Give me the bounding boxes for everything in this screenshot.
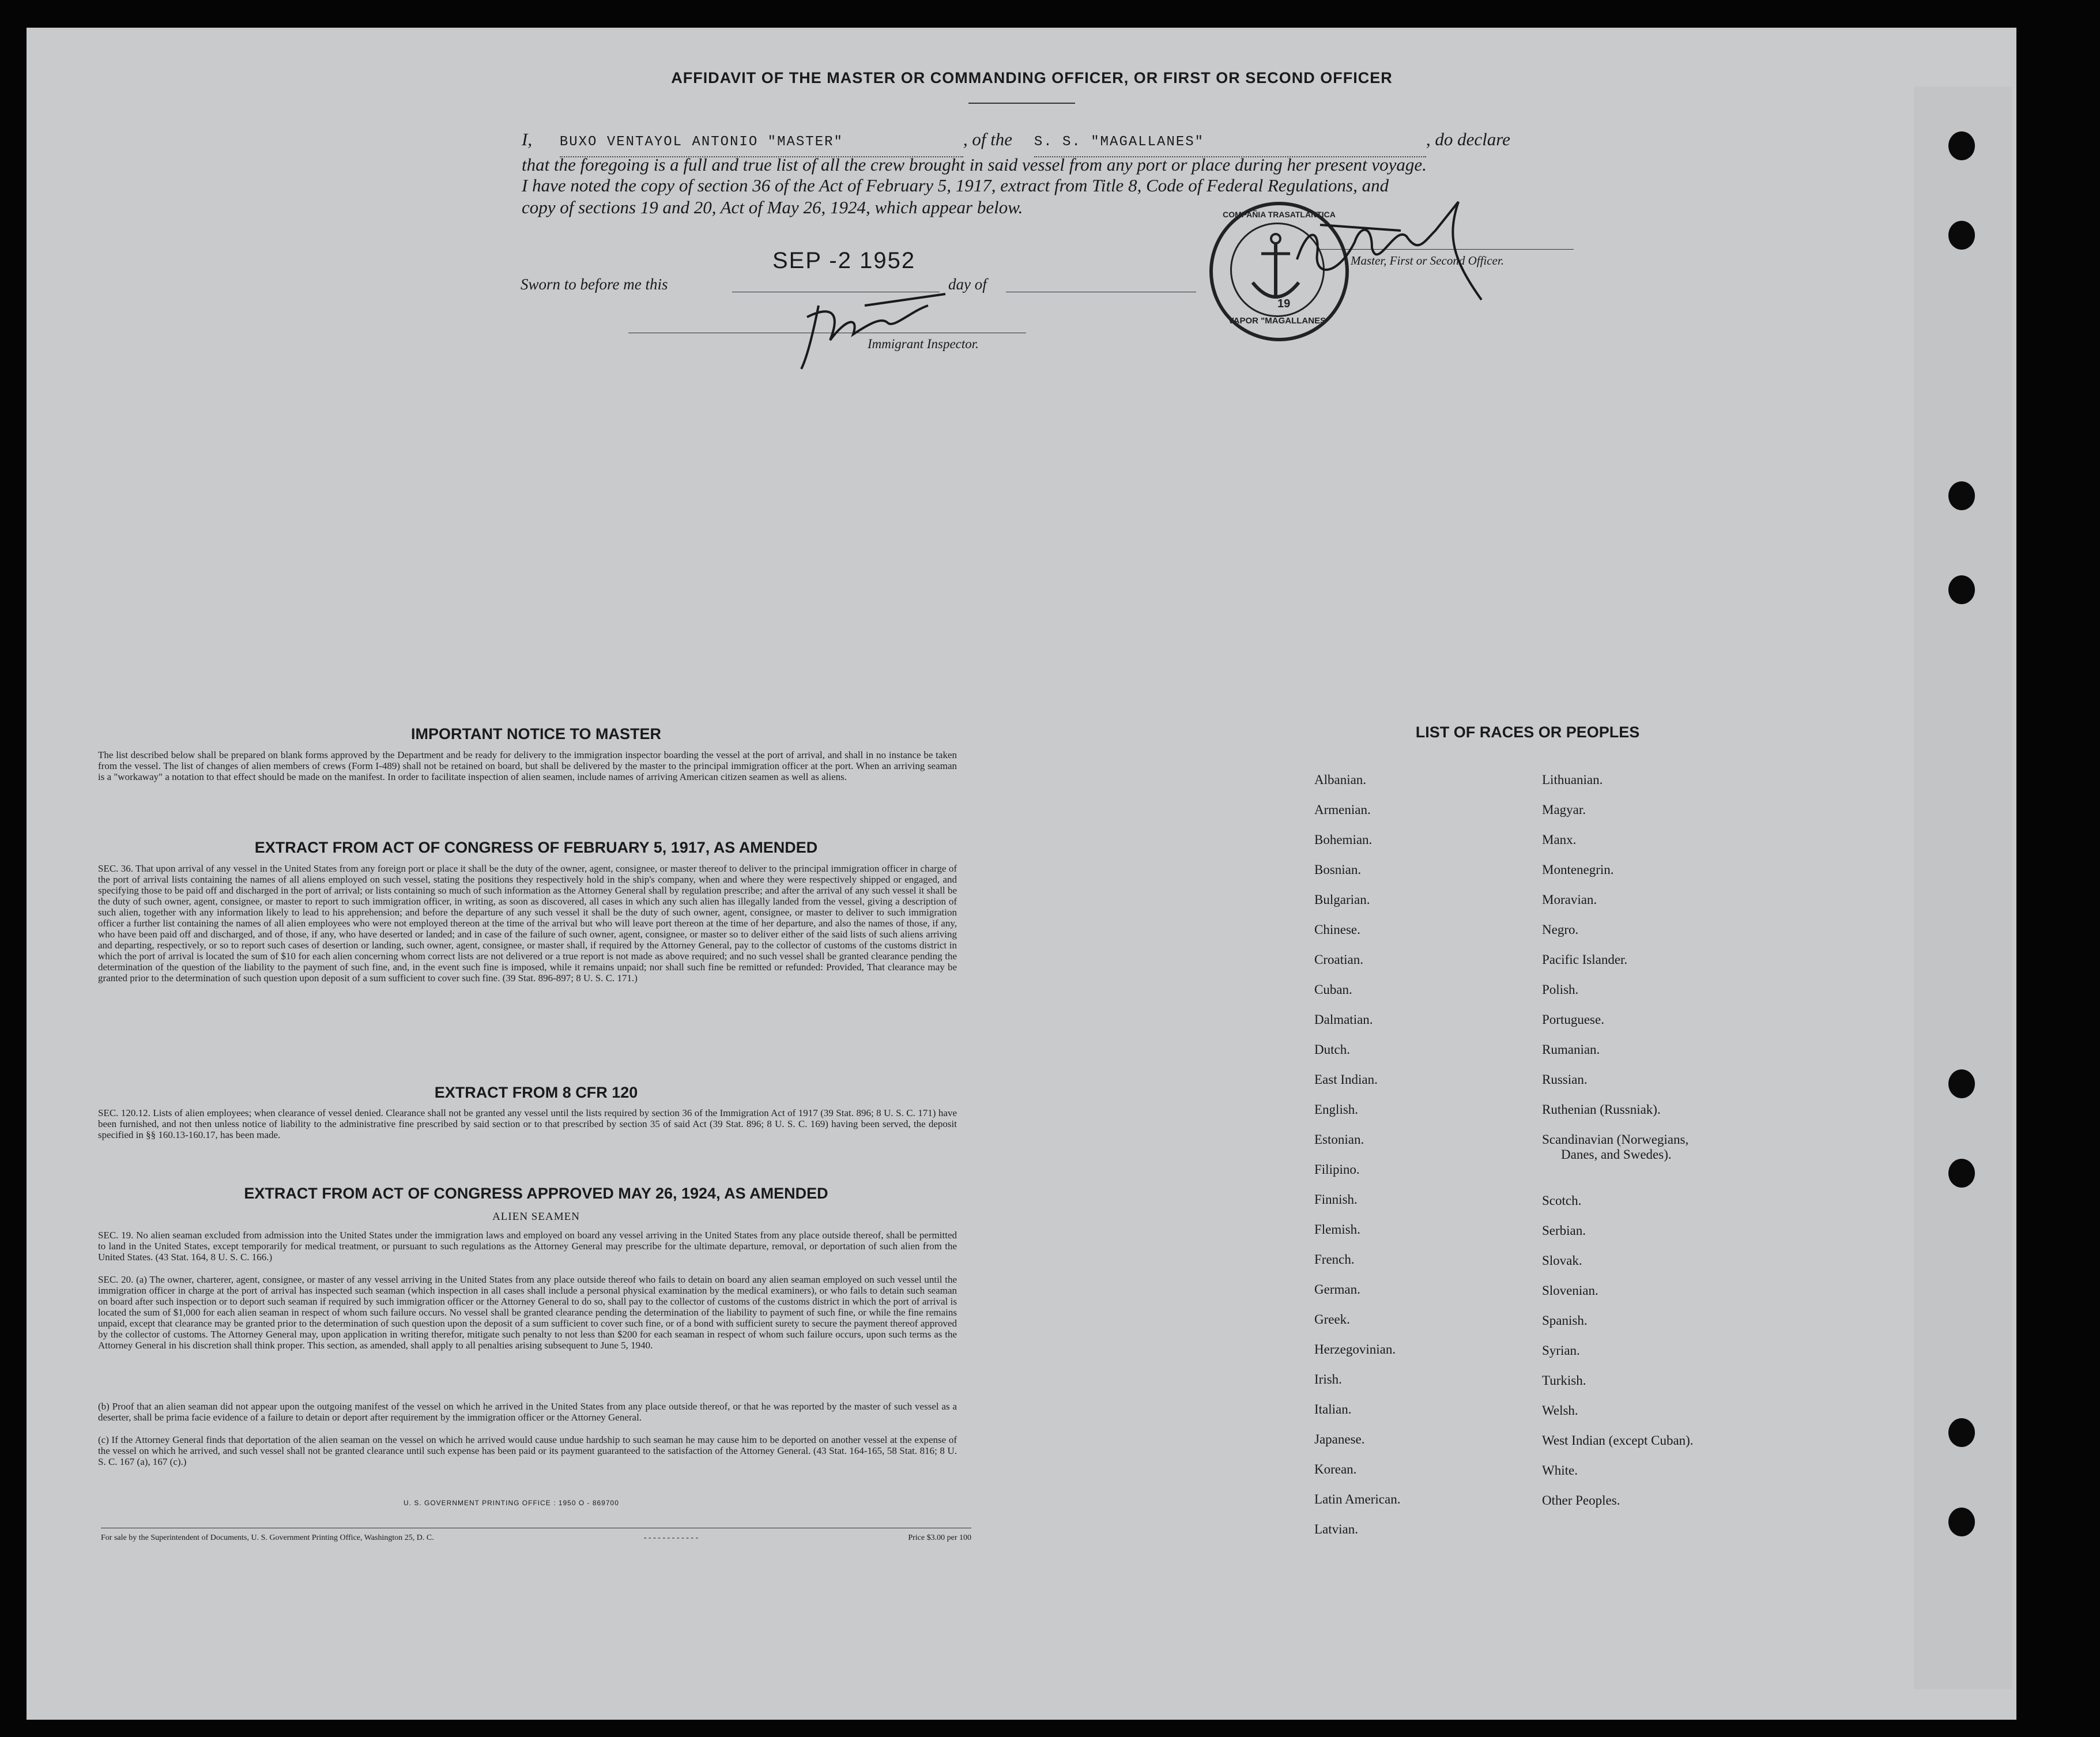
race-item: Greek. — [1314, 1312, 1350, 1327]
vessel-name-value: S. S. "MAGALLANES" — [1034, 134, 1205, 150]
extract-cfr-title: EXTRACT FROM 8 CFR 120 — [434, 1084, 638, 1101]
race-item: Cuban. — [1314, 982, 1352, 997]
race-item: Bulgarian. — [1314, 892, 1370, 907]
race-item: Herzegovinian. — [1314, 1342, 1396, 1357]
affidavit-line-4: copy of sections 19 and 20, Act of May 26, 1924, which appear below. — [522, 197, 1023, 217]
race-item: German. — [1314, 1282, 1360, 1297]
footer-sale-text: For sale by the Superintendent of Documents, U. S. Government Printing Office, Washington 25, D. C. — [101, 1533, 434, 1542]
race-item: Bosnian. — [1314, 862, 1362, 877]
race-item: White. — [1542, 1463, 1578, 1478]
seal-bottom-text: VAPOR "MAGALLANES" — [1228, 316, 1330, 326]
race-item: Other Peoples. — [1542, 1493, 1620, 1508]
races-title: LIST OF RACES OR PEOPLES — [1415, 724, 1640, 741]
race-item: Rumanian. — [1542, 1042, 1600, 1057]
affidavit-line-2: that the foregoing is a full and true list of all the crew brought in said vessel from any port or place during her present voyage. — [522, 155, 1427, 175]
binder-hole — [1948, 131, 1975, 160]
master-name-value: BUXO VENTAYOL ANTONIO "MASTER" — [559, 134, 843, 150]
race-item: Danes, and Swedes). — [1561, 1147, 1672, 1162]
inspector-label: Immigrant Inspector. — [868, 337, 979, 351]
binder-hole — [1948, 481, 1975, 510]
race-item: Slovenian. — [1542, 1283, 1598, 1298]
race-item: Estonian. — [1314, 1132, 1364, 1147]
race-item: Montenegrin. — [1542, 862, 1614, 877]
race-item: Japanese. — [1314, 1432, 1365, 1446]
binder-hole — [1948, 1418, 1975, 1447]
race-item: Armenian. — [1314, 802, 1371, 817]
extract-1917-title: EXTRACT FROM ACT OF CONGRESS OF FEBRUARY 5, 1917, AS AMENDED — [254, 839, 818, 856]
affidavit-line-3: I have noted the copy of section 36 of the Act of February 5, 1917, extract from Title 8, Code of Federal Regulations, and — [522, 175, 1389, 195]
race-item: Spanish. — [1542, 1313, 1588, 1328]
race-item: English. — [1314, 1102, 1359, 1117]
gpo-imprint: U. S. GOVERNMENT PRINTING OFFICE : 1950 O - 869700 — [404, 1499, 619, 1507]
sworn-label: Sworn to before me this — [521, 276, 668, 293]
race-item: Polish. — [1542, 982, 1579, 997]
race-item: Welsh. — [1542, 1403, 1578, 1418]
underlying-page-edge — [1914, 86, 2012, 1689]
notice-text: The list described below shall be prepared on blank forms approved by the Department and be ready for delivery to the immigration inspector boarding the vessel at the port of arrival, and shall in no instance be taken from the vessel. The list of changes of alien members of crews (Form I-489) shall not be retained on board, but shall be delivered by the master to the principal immigration officer at the port. When an arriving seaman is a "workaway" a notation to that effect should be made on the manifest. In order to facilitate inspection of alien seamen, include names of arriving American citizen seamen as well as aliens. — [98, 749, 957, 782]
affidavit-i-label: I, — [522, 129, 533, 149]
race-item: Albanian. — [1314, 773, 1367, 787]
seal-top-text: COMPAÑIA TRASATLANTICA — [1223, 210, 1336, 219]
sec19-text: SEC. 19. No alien seaman excluded from admission into the United States under the immigration laws and employed on board any vessel arriving in the United States from any place outside thereof, shall be permitted to land in the United States, except temporarily for medical treatment, or pursuant to such regulations as the Attorney General may prescribe for the ultimate departure, removal, or deportation of such alien from the United States. (43 Stat. 164, 8 U. S. C. 166.) — [98, 1230, 957, 1263]
binder-hole — [1948, 221, 1975, 250]
race-item: Croatian. — [1314, 952, 1363, 967]
race-item: Filipino. — [1314, 1162, 1360, 1177]
race-item: Slovak. — [1542, 1253, 1582, 1268]
footer-dashes: - - - - - - - - - - - - — [643, 1533, 699, 1542]
race-item: Manx. — [1542, 832, 1577, 847]
race-item: Moravian. — [1542, 892, 1597, 907]
extract-1917-text: SEC. 36. That upon arrival of any vessel in the United States from any foreign port or place it shall be the duty of the owner, agent, consignee, or master thereof to deliver to the principal immigration officer in charge of the port of arrival lists containing the names of all aliens employed on such vessel, stating the positions they respectively hold in the ship's company, when and where they were respectively shipped or engaged, and specifying those to be paid off and discharged in the port of arrival; or lists containing so much of such information as the Attorney General shall by regulation prescribe; and after the arrival of any such vessel it shall be the duty of such owner, agent, consignee, or master to report to such immigration officer, in writing, as soon as discovered, all cases in which any such alien has illegally landed from the vessel, giving a description of such alien, together with any information likely to lead to his apprehension; and before the departure of any such vessel it shall be the duty of such owner, agent, consignee, or master to deliver to such immigration officer a further list containing the names of all alien employees who were not employed thereon at the time of the arrival but who will leave port thereon at the time of her departure, and also the names of those, if any, who have been paid off and discharged, and of those, if any, who have deserted or landed; and in case of the failure of such owner, agent, consignee, or master so to deliver either of the said lists of such aliens arriving and departing, respectively, or so to report such cases of desertion or landing, such owner, agent, consignee, or master shall, if required by the Attorney General, pay to the collector of customs of the customs district in which the port of arrival is located the sum of $10 for each alien concerning whom correct lists are not delivered or a true report is not made as above required; and no such vessel shall be granted clearance pending the determination of the question of the liability to the payment of such fine, and, in the event such fine is imposed, while it remains unpaid; nor shall such fine be remitted or refunded: Provided, That clearance may be granted prior to the determination of such question upon deposit of a sum sufficient to cover such fine. (39 Stat. 896-897; 8 U. S. C. 171.) — [98, 863, 957, 984]
footer — [101, 1533, 971, 1543]
affidavit-title: AFFIDAVIT OF THE MASTER OR COMMANDING OFFICER, OR FIRST OR SECOND OFFICER — [671, 69, 1393, 86]
extract-1924-title: EXTRACT FROM ACT OF CONGRESS APPROVED MAY 26, 1924, AS AMENDED — [244, 1185, 828, 1202]
binder-hole — [1948, 1069, 1975, 1098]
alien-seamen-subtitle: ALIEN SEAMEN — [492, 1211, 580, 1223]
race-item: Flemish. — [1314, 1222, 1360, 1237]
race-item: Turkish. — [1542, 1373, 1586, 1388]
race-item: Dalmatian. — [1314, 1012, 1373, 1027]
race-item: Latin American. — [1314, 1492, 1401, 1506]
sec20a-text: SEC. 20. (a) The owner, charterer, agent, consignee, or master of any vessel arriving in the United States from any place outside thereof who fails to detain on board any alien seaman employed on such vessel until the immigration officer in charge at the port of arrival has inspected such seaman (which inspection in all cases shall include a personal physical examination by the medical examiners), or who fails to detain such seaman on board after such inspection or to deport such seaman if required by such immigration officer or the Attorney General to do so, shall pay to the collector of customs of the customs district in which the port of arrival is located the sum of $1,000 for each alien seaman in respect of whom such failure occurs. No vessel shall be granted clearance pending the determination of the liability to payment of such fine, or while the fine remains unpaid, except that clearance may be granted prior to the determination of such question upon the deposit of a sum sufficient to cover such fine, or of a bond with sufficient surety to secure the payment thereof approved by the collector of customs. The Attorney General may, upon application in writing therefor, mitigate such penalty to not less than $200 for each seaman in respect of whom such failure occurs, upon such terms as the Attorney General in his discretion shall think proper. This section, as amended, shall apply to all penalties arising subsequent to June 5, 1940. — [98, 1274, 957, 1351]
race-item: Dutch. — [1314, 1042, 1350, 1057]
race-item: Italian. — [1314, 1402, 1352, 1416]
race-item: West Indian (except Cuban). — [1542, 1433, 1694, 1448]
master-signature — [1285, 190, 1499, 306]
day-of-label: day of — [948, 276, 987, 293]
binder-hole — [1948, 1508, 1975, 1536]
race-item: Scandinavian (Norwegians, — [1542, 1132, 1689, 1147]
race-item: Magyar. — [1542, 802, 1586, 817]
race-item: Chinese. — [1314, 922, 1360, 937]
race-item: Negro. — [1542, 922, 1579, 937]
race-item: Bohemian. — [1314, 832, 1373, 847]
race-item: Pacific Islander. — [1542, 952, 1628, 967]
race-item: Ruthenian (Russniak). — [1542, 1102, 1661, 1117]
sec20c-text: (c) If the Attorney General finds that deportation of the alien seaman on the vessel on which he arrived would cause undue hardship to such seaman he may cause him to be deported on another vessel at the expense of the vessel on which he arrived, and such vessel shall not be granted clearance until such expense has been paid or its payment guaranteed to the satisfaction of the Attorney General. (43 Stat. 164-165, 58 Stat. 816; 8 U. S. C. 167 (a), 167 (c).) — [98, 1434, 957, 1467]
footer-price: Price $3.00 per 100 — [908, 1533, 971, 1542]
race-item: Russian. — [1542, 1072, 1588, 1087]
race-item: French. — [1314, 1252, 1355, 1267]
do-declare-label: , do declare — [1426, 129, 1510, 149]
sec20b-text: (b) Proof that an alien seaman did not appear upon the outgoing manifest of the vessel on which he arrived in the United States from any place outside thereof, or that he was reported by the master of such vessel as a deserter, shall be prima facie evidence of a failure to detain or deport after requirement by the immigration officer or the Attorney General. — [98, 1401, 957, 1423]
of-the-label: , of the — [963, 129, 1013, 149]
race-item: Irish. — [1314, 1372, 1342, 1386]
extract-cfr-text: SEC. 120.12. Lists of alien employees; when clearance of vessel denied. Clearance shall not be granted any vessel until the lists required by section 36 of the Immigration Act of 1917 (39 Stat. 896; 8 U. S. C. 171) have been furnished, and not then unless notice of liability to the administrative fine prescribed by said section or to that prescribed by section 35 of said Act (39 Stat. 896; 8 U. S. C. 169) having been served, the deposit specified in §§ 160.13-160.17, has been made. — [98, 1107, 957, 1140]
race-item: Latvian. — [1314, 1522, 1358, 1536]
race-item: Finnish. — [1314, 1192, 1358, 1207]
master-label: Master, First or Second Officer. — [1351, 254, 1504, 267]
race-item: Syrian. — [1542, 1343, 1580, 1358]
notice-title: IMPORTANT NOTICE TO MASTER — [411, 725, 661, 743]
race-item: Scotch. — [1542, 1193, 1582, 1208]
seal-number: 19 — [1277, 297, 1291, 310]
binder-hole — [1948, 1159, 1975, 1188]
race-item: Serbian. — [1542, 1223, 1586, 1238]
race-item: Korean. — [1314, 1462, 1357, 1476]
race-item: Portuguese. — [1542, 1012, 1604, 1027]
race-item: East Indian. — [1314, 1072, 1378, 1087]
title-underline — [968, 103, 1075, 104]
race-item: Lithuanian. — [1542, 773, 1603, 787]
inspector-signature — [795, 282, 980, 375]
binder-hole — [1948, 575, 1975, 604]
date-stamp: SEP -2 1952 — [772, 248, 916, 273]
